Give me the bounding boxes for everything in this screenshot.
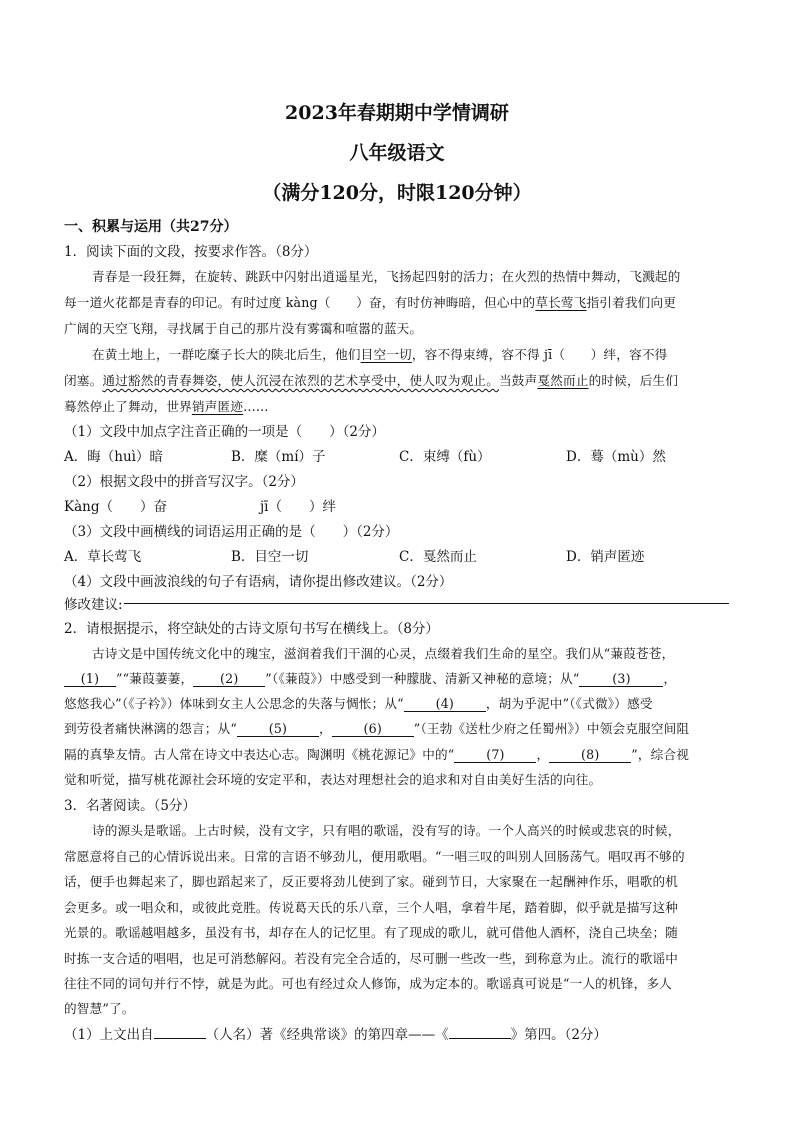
answer-blank[interactable]: (6) [332, 721, 414, 737]
revision-label: 修改建议: [64, 597, 123, 613]
q2-passage-line: (1) ”“蒹葭萋萋， (2) ”（《蒹葭》）中感受到一种朦胧、清新又神秘的意境；从“ (3) ， [64, 668, 676, 687]
answer-blank[interactable]: (8) [549, 747, 631, 763]
q1-passage-line: 蓦然停止了舞动，世界销声匿迹…… [64, 399, 269, 414]
wavy-sentence: 通过豁然的青春舞姿，使人沉浸在浓烈的艺术享受中，使人叹为观止。 [102, 373, 499, 388]
q2-passage-line: 到劳役者痛快淋漓的怨言；从“ (5) ， (6) ”（王勃《送杜少府之任蜀州》）中领会克服空间阻 [64, 721, 690, 736]
q3-prompt: 3．名著阅读。（5分） [64, 798, 196, 814]
q3-passage-line: 常愿意将自己的心情诉说出来。日常的言语不够劲儿，便用歌唱。“一唱三叹的叫别人回肠荡气。唱叹再不够的 [64, 849, 685, 864]
underlined-phrase: 戛然而止 [537, 373, 589, 388]
q3-passage-line: 话，便手也舞起来了，脚也蹈起来了，反正要将劲儿使到了家。碰到节日，大家聚在一起酬神作乐，唱歌的机 [64, 874, 679, 889]
answer-blank[interactable]: (1) [64, 671, 116, 687]
q3-passage-line: 诗的源头是歌谣。上古时候，没有文字，只有唱的歌谣，没有写的诗。一个人高兴的时候或悲哀的时候， [92, 823, 681, 838]
option-b[interactable]: B．目空一切 [231, 549, 309, 565]
option-c[interactable]: C．束缚（fù） [399, 449, 491, 465]
exam-scoring: （满分120分，时限120分钟） [262, 182, 532, 204]
answer-blank[interactable]: (2) [193, 671, 265, 687]
option-c[interactable]: C．戛然而止 [399, 549, 477, 565]
q2-passage-line: 古诗文是中国传统文化中的瑰宝，滋润着我们干涸的心灵，点缀着我们生命的星空。我们从“蒹葭苍苍， [92, 646, 675, 661]
underlined-phrase: 目空一切 [360, 347, 412, 362]
q2-prompt: 2．请根据提示，将空缺处的古诗文原句书写在横线上。（8分） [64, 621, 439, 637]
q3-passage-line: 会更多。或一唱众和，或彼此竞胜。传说葛天氏的乐八章，三个人唱，拿着牛尾，踏着脚，似乎就是描写这种 [64, 900, 679, 915]
pinyin-blank-ji[interactable]: jī（ ）绊 [260, 499, 337, 515]
answer-blank[interactable]: (4) [404, 696, 486, 712]
q1-passage-line: 闭塞。通过豁然的青春舞姿，使人沉浸在浓烈的艺术享受中，使人叹为观止。当鼓声戛然而止的时候，后生们 [64, 373, 679, 388]
underlined-phrase: 销声匿迹 [191, 399, 244, 414]
underlined-phrase: 草长莺飞 [535, 295, 587, 310]
revision-answer-line[interactable] [124, 603, 729, 604]
option-a[interactable]: A．草长莺飞 [64, 549, 142, 565]
exam-subject: 八年级语文 [349, 142, 445, 164]
answer-blank[interactable]: (7) [454, 747, 536, 763]
q1-passage-line: 每一道火花都是青春的印记。有时过度 kàng（ ）奋，有时仿神晦暗，但心中的草长莺飞指引着我们向更 [64, 295, 677, 310]
q3-passage-line: 往往不同的词句并行不悖，就是为此。可也有经过众人修饰，成为定本的。歌谣真可说是“一人的机锋，多人 [64, 976, 672, 991]
author-blank[interactable] [154, 1038, 206, 1039]
q1-sub3: （3）文段中画横线的词语运用正确的是（ ）（2分） [64, 524, 399, 540]
q2-passage-line: 隔的真挚友情。古人常在诗文中表达心志。陶渊明《桃花源记》中的“ (7) ， (8) ”，综合视 [64, 747, 690, 762]
answer-blank[interactable]: (3) [579, 671, 663, 687]
q1-passage-line: 广阔的天空飞翔，寻找属于自己的那片没有雾霭和喧嚣的蓝天。 [64, 321, 423, 336]
exam-title: 2023年春期期中学情调研 [285, 102, 509, 124]
q1-sub4: （4）文段中画波浪线的句子有语病，请你提出修改建议。（2分） [64, 574, 453, 590]
q2-passage-line: 悠悠我心”（《子衿》）体味到女主人公思念的失落与惆怅；从“ (4) ，胡为乎泥中”（《式微》）感受 [64, 696, 653, 711]
q3-passage-line: 时拣一支合适的唱唱，也足可消愁解闷。若没有完全合适的，尽可删一些改一些，到称意为止。流行的歌谣中 [64, 951, 679, 966]
chapter-blank[interactable] [449, 1038, 511, 1039]
option-b[interactable]: B．糜（mí）子 [231, 449, 326, 465]
q1-passage-line: 青春是一段狂舞，在旋转、跳跃中闪射出逍遥星光，飞扬起四射的活力；在火烈的热情中舞动，飞溅起的 [92, 269, 681, 284]
q3-passage-line: 光景的。歌谣越唱越多，虽没有书，却存在人的记忆里。有了现成的歌儿，就可借他人酒杯，浇自己块垒；随 [64, 925, 679, 940]
q1-sub1: （1）文段中加点字注音正确的一项是（ ）（2分） [64, 424, 385, 440]
pinyin-blank-kang[interactable]: Kàng（ ）奋 [64, 499, 167, 515]
q1-prompt: 1．阅读下面的文段，按要求作答。（8分） [64, 244, 318, 260]
option-d[interactable]: D．销声匿迹 [566, 549, 645, 565]
option-d[interactable]: D．蓦（mù）然 [566, 449, 666, 465]
section-heading: 一、积累与运用（共27分） [64, 219, 238, 235]
q1-passage-line: 在黄土地上，一群吃糜子长大的陕北后生，他们目空一切，容不得束缚，容不得 jī（ ）绊，容不得 [92, 347, 668, 362]
q1-sub2: （2）根据文段中的拼音写汉字。（2分） [64, 474, 304, 490]
q3-sub1: （1）上文出自 （人名）著《经典常谈》的第四章——《 》第四。（2分） [64, 1027, 607, 1043]
q3-passage-line: 的智慧”了。 [64, 1001, 135, 1016]
q2-passage-line: 觉和听觉，描写桃花源社会环境的安定平和，表达对理想社会的追求和对自由美好生活的向往。 [64, 772, 602, 787]
option-a[interactable]: A．晦（huì）暗 [64, 449, 163, 465]
answer-blank[interactable]: (5) [237, 721, 319, 737]
